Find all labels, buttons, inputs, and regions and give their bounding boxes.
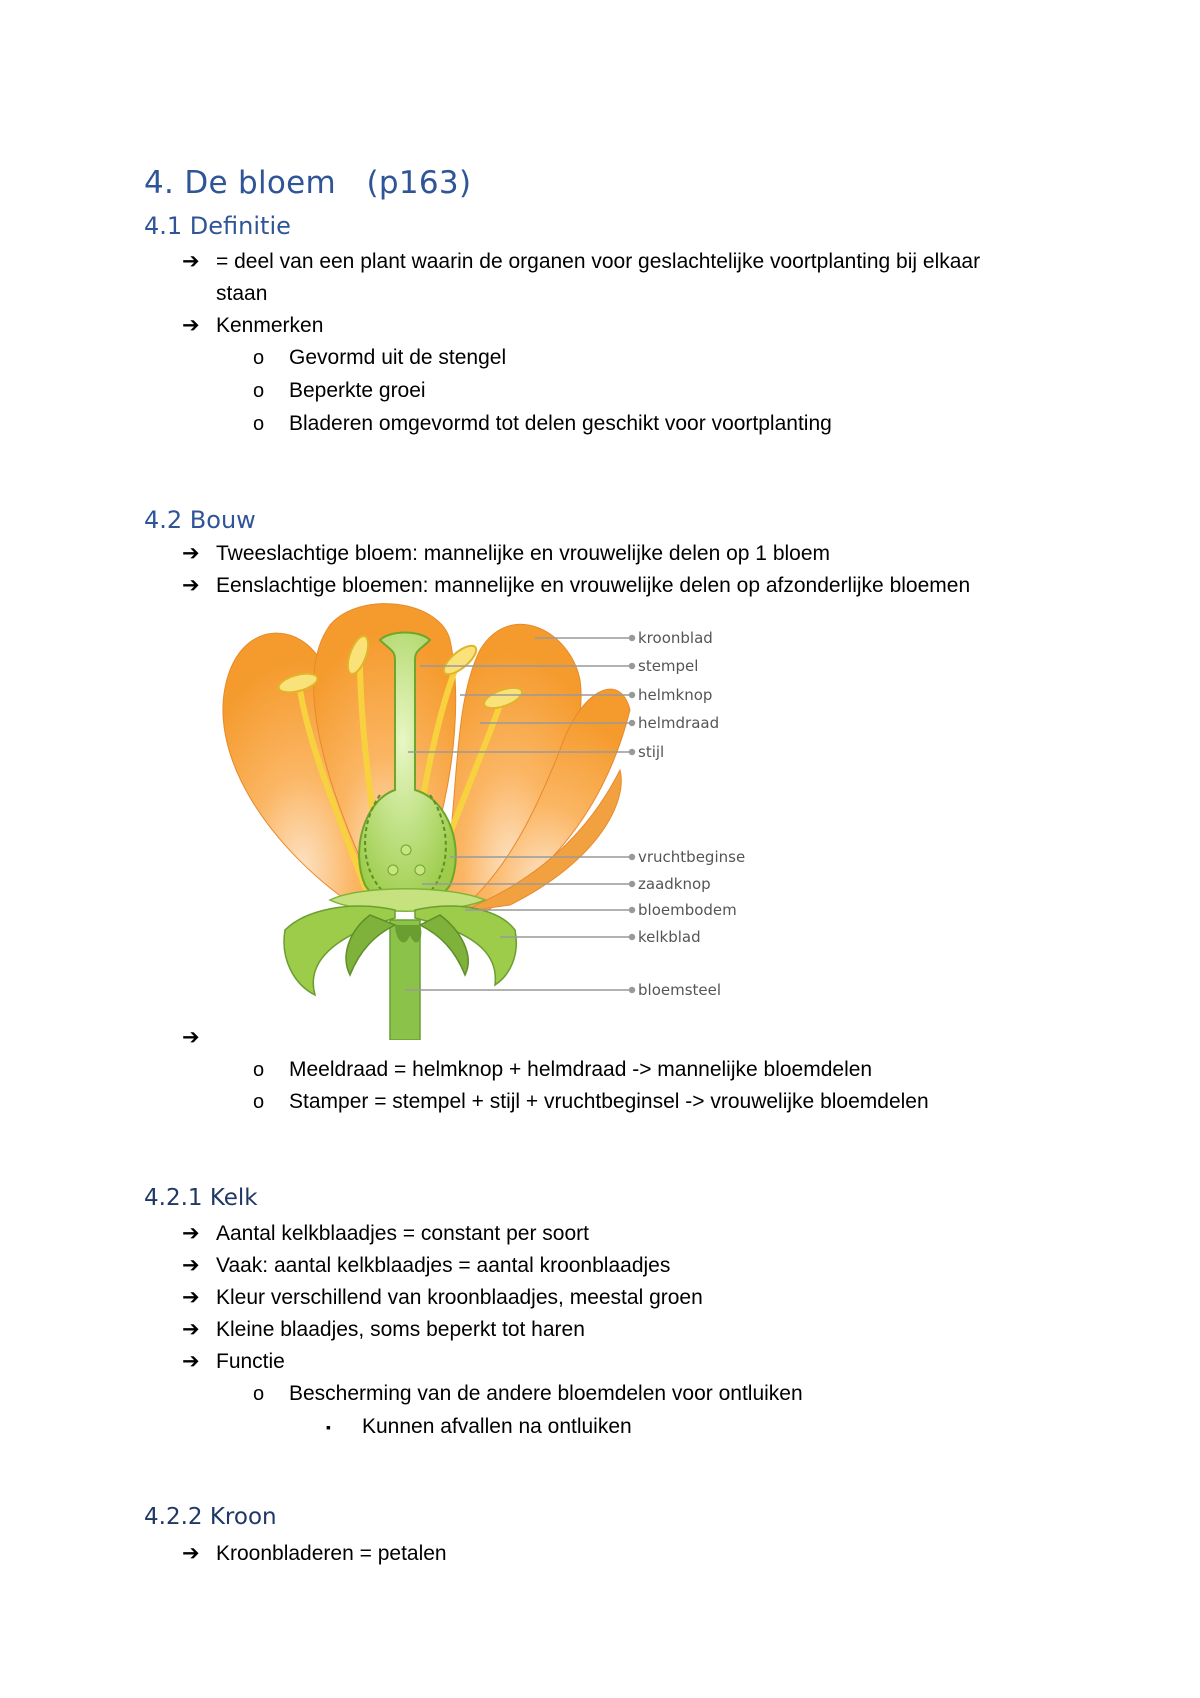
stamper-text: Stamper = stempel + stijl + vruchtbeginsel -> vrouwelijke bloemdelen	[289, 1090, 929, 1113]
kelk-text: Kleine blaadjes, soms beperkt tot haren	[216, 1318, 585, 1341]
functie-text: Bescherming van de andere bloemdelen voor ontluiken	[289, 1382, 803, 1405]
label-stijl: stijl	[638, 743, 665, 761]
circle-bullet-icon: o	[253, 380, 265, 402]
kelk-text: Aantal kelkblaadjes = constant per soort	[216, 1222, 589, 1245]
arrow-bullet-icon: ➔	[182, 314, 200, 337]
arrow-bullet-icon: ➔	[182, 574, 200, 597]
kenmerk-text: Beperkte groei	[289, 379, 426, 402]
kenmerken-label: Kenmerken	[216, 314, 324, 337]
label-bloembodem: bloembodem	[638, 901, 737, 919]
label-stempel: stempel	[638, 657, 699, 675]
arrow-bullet-icon: ➔	[182, 1542, 200, 1565]
arrow-bullet-icon: ➔	[182, 1286, 200, 1309]
label-zaadknop: zaadknop	[638, 875, 711, 893]
kelk-text: Functie	[216, 1350, 285, 1373]
kelk-text: Kleur verschillend van kroonblaadjes, meestal groen	[216, 1286, 703, 1309]
arrow-bullet-icon: ➔	[182, 1222, 200, 1245]
circle-bullet-icon: o	[253, 1091, 265, 1113]
square-bullet-icon: ▪	[326, 1419, 331, 1435]
page-title: 4. De bloem (p163)	[144, 165, 472, 201]
bouw-text: Eenslachtige bloemen: mannelijke en vrouwelijke delen op afzonderlijke bloemen	[216, 574, 971, 597]
heading-bouw: 4.2 Bouw	[144, 506, 256, 534]
kelk-text: Vaak: aantal kelkblaadjes = aantal kroonblaadjes	[216, 1254, 671, 1277]
circle-bullet-icon: o	[253, 1383, 265, 1405]
circle-bullet-icon: o	[253, 347, 265, 369]
heading-definitie: 4.1 Definitie	[144, 212, 291, 240]
label-kelkblad: kelkblad	[638, 928, 701, 946]
sepals-and-stem	[284, 889, 516, 1040]
arrow-bullet-icon: ➔	[182, 250, 200, 273]
functie-sub-text: Kunnen afvallen na ontluiken	[362, 1415, 632, 1438]
kenmerk-text: Gevormd uit de stengel	[289, 346, 507, 369]
kroon-text: Kroonbladeren = petalen	[216, 1542, 447, 1565]
arrow-bullet-icon: ➔	[182, 1254, 200, 1277]
heading-kelk: 4.2.1 Kelk	[144, 1185, 258, 1211]
circle-bullet-icon: o	[253, 1059, 265, 1081]
arrow-bullet-icon: ➔	[182, 1318, 200, 1341]
arrow-bullet-icon: ➔	[182, 1350, 200, 1373]
meeldraad-text: Meeldraad = helmknop + helmdraad -> mannelijke bloemdelen	[289, 1058, 873, 1081]
label-bloemsteel: bloemsteel	[638, 981, 722, 999]
bouw-text: Tweeslachtige bloem: mannelijke en vrouwelijke delen op 1 bloem	[216, 542, 831, 565]
definition-text: = deel van een plant waarin de organen voor geslachtelijke voortplanting bij elkaar	[216, 250, 981, 273]
label-helmknop: helmknop	[638, 686, 713, 704]
label-vruchtbeginse: vruchtbeginse	[638, 848, 746, 866]
circle-bullet-icon: o	[253, 413, 265, 435]
label-kroonblad: kroonblad	[638, 629, 713, 647]
label-helmdraad: helmdraad	[638, 714, 720, 732]
arrow-bullet-icon: ➔	[182, 542, 200, 565]
heading-kroon: 4.2.2 Kroon	[144, 1504, 277, 1530]
flower-diagram	[210, 600, 750, 1040]
arrow-bullet-icon: ➔	[182, 1026, 200, 1049]
kenmerk-text: Bladeren omgevormd tot delen geschikt voor voortplanting	[289, 412, 832, 435]
definition-text-continued: staan	[216, 282, 268, 305]
